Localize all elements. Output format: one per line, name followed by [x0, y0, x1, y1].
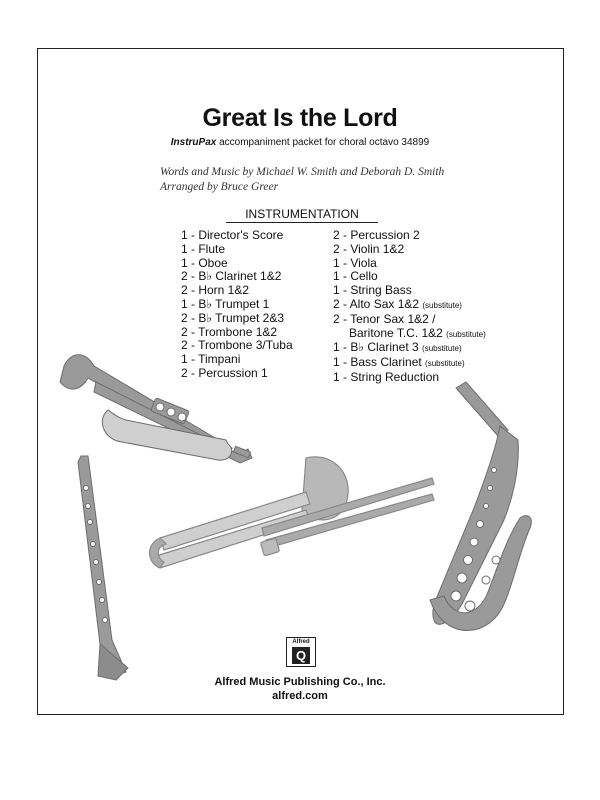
instrument-note: (substitute) — [422, 300, 462, 310]
instrument-part: 2 - Percussion 2 — [333, 228, 420, 242]
page-title: Great Is the Lord — [202, 104, 398, 132]
logo-name: Alfred — [292, 639, 310, 645]
subtitle-brand: InstruPax — [170, 137, 217, 148]
instrument-part: 2 - Horn 1&2 — [181, 283, 250, 298]
publisher-name: Alfred Music Publishing Co., Inc. — [214, 676, 386, 688]
credits-arranger: Arranged by Bruce Greer — [160, 181, 279, 193]
instrument-part: 2 - Percussion 1 — [181, 365, 268, 380]
instrument-part: 2 - Trombone 3/Tuba — [181, 338, 293, 353]
instrumentation-heading: INSTRUMENTATION — [226, 207, 378, 223]
instrument-part: Baritone T.C. 1&2 — [349, 325, 447, 340]
instrument-part: 1 - Viola — [333, 255, 377, 270]
credits-composers: Words and Music by Michael W. Smith and Deborah D. Smith — [160, 166, 445, 178]
instrument-part: 1 - String Bass — [333, 283, 412, 298]
logo-mark: Q — [292, 647, 310, 664]
alfred-logo — [286, 637, 316, 667]
instrument-part: 1 - Bass Clarinet — [333, 355, 426, 370]
instrument-part: 1 - Timpani — [181, 352, 241, 367]
instrument-note: (substitute) — [422, 344, 462, 354]
instrument-part: 1 - B♭ Trumpet 1 — [181, 296, 270, 311]
instrument-part: 1 - B♭ Clarinet 3 — [333, 340, 423, 355]
clarinet-icon — [78, 456, 128, 680]
instrument-part: 2 - B♭ Clarinet 1&2 — [181, 269, 282, 284]
instrument-part: 1 - Cello — [333, 269, 378, 284]
instrument-part: 2 - Alto Sax 1&2 — [333, 296, 423, 311]
instrument-part: 1 - Oboe — [181, 255, 228, 270]
trumpet-icon — [60, 355, 252, 463]
instrument-part: 1 - Flute — [181, 241, 226, 256]
instrument-part: 2 - Tenor Sax 1&2 / — [333, 311, 436, 326]
instrument-part: 2 - Trombone 1&2 — [181, 324, 278, 339]
trombone-icon — [150, 457, 435, 568]
publisher-url: alfred.com — [272, 690, 328, 702]
instrument-part: 2 - B♭ Trumpet 2&3 — [181, 310, 285, 325]
saxophone-icon — [430, 382, 531, 631]
instrument-part: 1 - Director's Score — [181, 228, 284, 242]
instrument-part: 1 - String Reduction — [333, 369, 440, 384]
instrument-note: (substitute) — [446, 329, 486, 339]
instrument-note: (substitute) — [425, 359, 465, 369]
subtitle-text: accompaniment packet for choral octavo 34899 — [216, 137, 430, 148]
instrument-part: 2 - Violin 1&2 — [333, 241, 405, 256]
publisher-block — [0, 675, 600, 703]
